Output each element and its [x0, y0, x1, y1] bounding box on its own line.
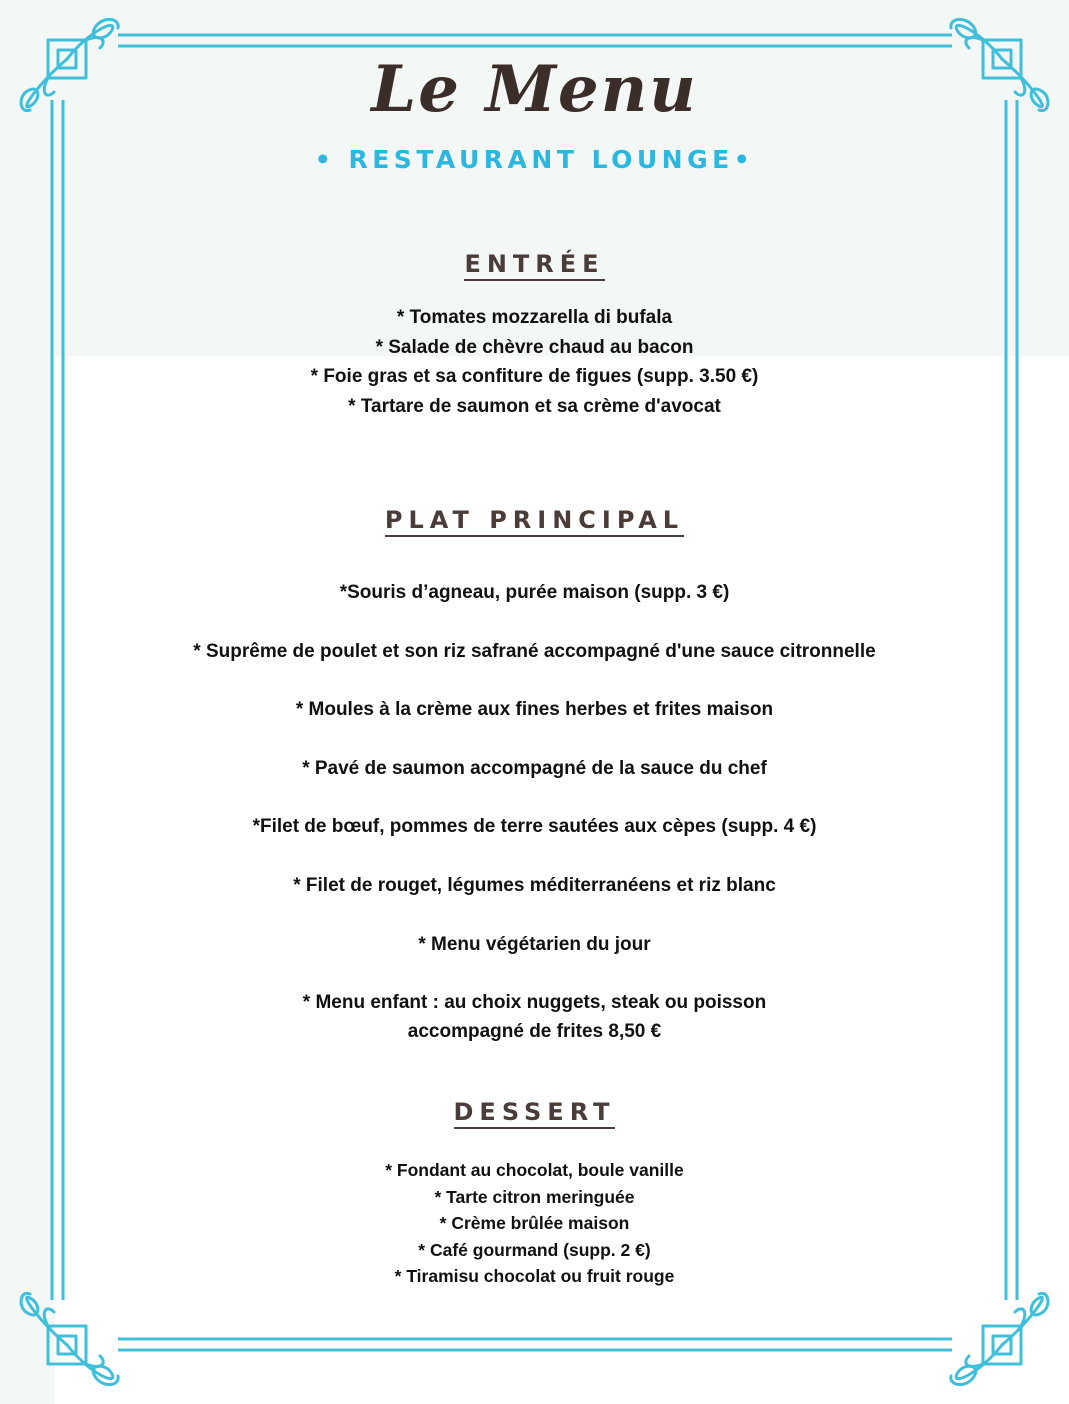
entree-list: [0, 303, 1069, 422]
list-item: * Fondant au chocolat, boule vanille: [385, 1160, 684, 1180]
list-item: *Souris d’agneau, purée maison (supp. 3 €): [339, 582, 730, 603]
list-item: * Café gourmand (supp. 2 €): [418, 1239, 651, 1260]
kids-menu-line: accompagné de frites 8,50 €: [407, 1021, 662, 1043]
list-item: * Crème brûlée maison: [439, 1213, 630, 1234]
dessert-list: [0, 1157, 1069, 1290]
list-item: *Filet de bœuf, pommes de terre sautées aux cèpes (supp. 4 €): [252, 816, 817, 838]
section-title-entree: [0, 250, 1069, 278]
section-title-dessert-text: DESSERT: [454, 1098, 616, 1129]
list-item: * Salade de chèvre chaud au bacon: [375, 336, 694, 358]
plat-list: [0, 578, 1069, 1046]
section-title-plat-text: PLAT PRINCIPAL: [385, 506, 684, 537]
kids-menu-item: [0, 988, 1069, 1046]
kids-menu-line: * Menu enfant : au choix nuggets, steak ou poisson: [302, 992, 767, 1014]
list-item: * Foie gras et sa confiture de figues (supp. 3.50 €): [310, 366, 759, 388]
section-title-plat: [0, 506, 1069, 534]
restaurant-subtitle: • RESTAURANT LOUNGE•: [314, 145, 755, 174]
list-item: * Tartare de saumon et sa crème d'avocat: [348, 396, 721, 418]
list-item: * Pavé de saumon accompagné de la sauce du chef: [302, 757, 767, 779]
list-item: * Tiramisu chocolat ou fruit rouge: [394, 1266, 675, 1287]
list-item: * Tarte citron meringuée: [434, 1186, 635, 1207]
ornament-corner-icon: [21, 1293, 118, 1384]
page-title: Le Menu: [371, 52, 698, 127]
list-item: * Filet de rouget, légumes méditerranéens et riz blanc: [293, 874, 776, 896]
list-item: * Menu végétarien du jour: [418, 933, 651, 955]
ornament-corner-icon: [951, 1293, 1048, 1384]
list-item: * Suprême de poulet et son riz safrané accompagné d'une sauce citronnelle: [193, 640, 876, 662]
list-item: * Moules à la crème aux fines herbes et frites maison: [295, 699, 774, 721]
section-title-dessert: [0, 1098, 1069, 1126]
list-item: * Tomates mozzarella di bufala: [396, 307, 673, 328]
section-title-entree-text: ENTRÉE: [464, 250, 604, 281]
